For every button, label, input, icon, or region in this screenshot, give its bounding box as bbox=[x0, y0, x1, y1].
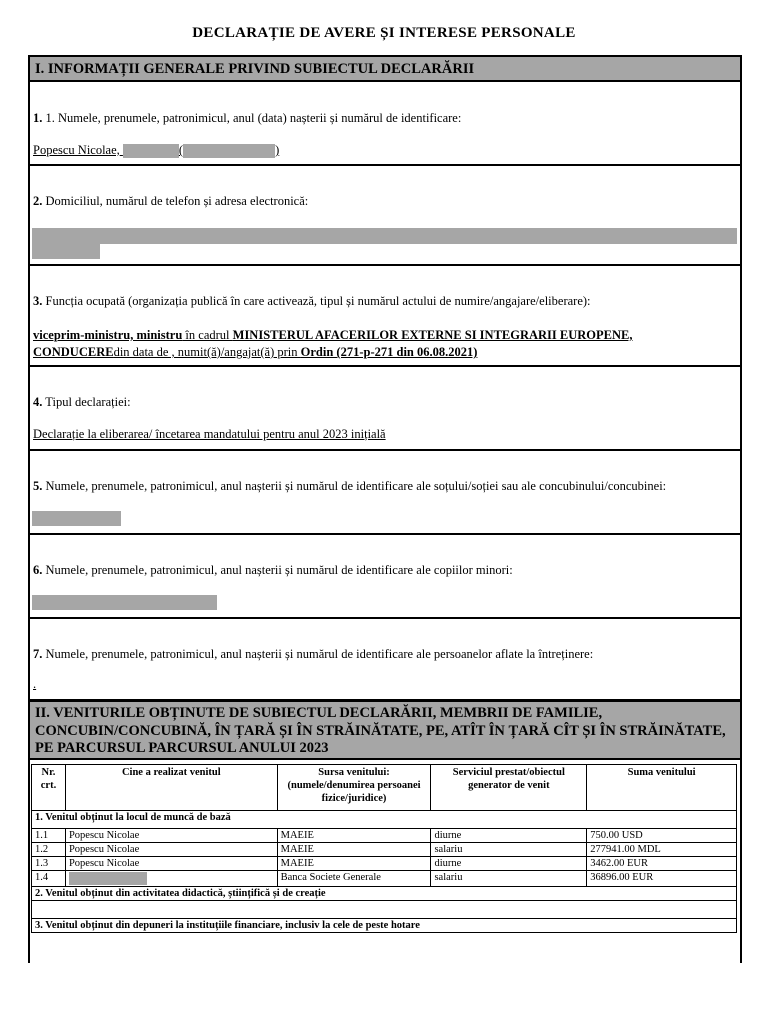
question-5-label: Numele, prenumele, patronimicul, anul nașterii și numărul de identificare ale soțului/soției sau ale concubinului/concubinei: bbox=[42, 479, 667, 493]
question-7-row bbox=[28, 619, 742, 701]
question-4-text bbox=[33, 395, 131, 410]
question-3-label: Funcția ocupată (organizația publică în care activează, tipul și numărul actului de numire/angajare/eliberare): bbox=[42, 294, 591, 308]
row-who: Popescu Nicolae bbox=[65, 829, 277, 843]
question-6-text bbox=[33, 563, 513, 578]
question-6-label: Numele, prenumele, patronimicul, anul nașterii și numărul de identificare ale copiilor minori: bbox=[42, 563, 513, 577]
question-2-number: 2. bbox=[33, 194, 43, 208]
paren-close: ) bbox=[275, 143, 280, 157]
declaration-type: Declarație la eliberarea/ încetarea mandatului pentru anul 2023 inițială bbox=[33, 427, 386, 441]
position-title: viceprim-ministru, ministru bbox=[33, 328, 183, 342]
section2-heading-line2: CONCUBIN/CONCUBINĂ, ÎN ȚARĂ ȘI ÎN STRĂINĂTATE, PE, ATÎT ÎN ȚARĂ CÎT ȘI ÎN STRĂINĂTATE, bbox=[35, 722, 726, 739]
question-1-answer bbox=[33, 143, 279, 158]
organization-name: MINISTERUL AFACERILOR EXTERNE SI INTEGRARII EUROPENE, bbox=[232, 328, 633, 342]
row-sum: 3462.00 EUR bbox=[587, 857, 737, 871]
question-3-text bbox=[33, 294, 591, 309]
row-nr: 1.4 bbox=[32, 871, 66, 887]
question-5-number: 5. bbox=[33, 479, 43, 493]
question-2-row bbox=[28, 166, 742, 266]
category-row bbox=[32, 919, 737, 933]
section2-heading bbox=[28, 700, 742, 760]
section2-heading-line3: PE PARCURSUL PARCURSUL ANULUI 2023 bbox=[35, 740, 329, 756]
question-1-row bbox=[28, 82, 742, 166]
question-6-row bbox=[28, 535, 742, 619]
row-nr: 1.2 bbox=[32, 843, 66, 857]
appointment-order: Ordin (271-p-271 din 06.08.2021) bbox=[300, 345, 478, 359]
row-service: salariu bbox=[431, 843, 587, 857]
row-who: Popescu Nicolae bbox=[65, 857, 277, 871]
question-7-answer: . bbox=[33, 677, 37, 691]
appointment-text: din data de , numit(ă)/angajat(ă) prin bbox=[113, 345, 301, 359]
row-sum: 277941.00 MDL bbox=[587, 843, 737, 857]
header-sum: Suma venitului bbox=[587, 765, 737, 811]
row-source: Banca Societe Generale bbox=[277, 871, 431, 887]
redacted-birthdate bbox=[123, 144, 179, 158]
redacted-income-recipient bbox=[69, 872, 147, 885]
redacted-spouse bbox=[32, 511, 121, 526]
question-4-number: 4. bbox=[33, 395, 43, 409]
table-row bbox=[32, 843, 737, 857]
row-service: diurne bbox=[431, 829, 587, 843]
empty-cell bbox=[32, 901, 737, 919]
row-source: MAEIE bbox=[277, 829, 431, 843]
question-7-number: 7. bbox=[33, 647, 43, 661]
redacted-address bbox=[32, 228, 737, 244]
header-source: Sursa venitului: (numele/denumirea persoanei fizice/juridice) bbox=[277, 765, 431, 811]
question-1-number: 1. bbox=[33, 111, 43, 125]
section1-heading-text: I. INFORMAȚII GENERALE PRIVIND SUBIECTUL DECLARĂRII bbox=[35, 61, 475, 77]
category-row bbox=[32, 811, 737, 829]
table-row bbox=[32, 871, 737, 887]
table-row bbox=[32, 857, 737, 871]
row-nr: 1.1 bbox=[32, 829, 66, 843]
question-7-label: Numele, prenumele, patronimicul, anul nașterii și numărul de identificare ale persoanelor aflate la întreținere: bbox=[42, 647, 594, 661]
paren-open: ( bbox=[178, 143, 184, 157]
department-name: CONDUCERE bbox=[33, 345, 114, 359]
question-1-text bbox=[33, 111, 461, 126]
question-1-label: 1. Numele, prenumele, patronimicul, anul (data) nașterii și numărul de identificare: bbox=[42, 111, 462, 125]
row-who-redacted bbox=[65, 871, 277, 887]
table-row bbox=[32, 829, 737, 843]
question-3-answer bbox=[33, 327, 733, 361]
row-service: diurne bbox=[431, 857, 587, 871]
section2-heading-line1: II. VENITURILE OBȚINUTE DE SUBIECTUL DECLARĂRII, MEMBRII DE FAMILIE, bbox=[35, 705, 603, 721]
income-table bbox=[31, 764, 737, 933]
question-2-text bbox=[33, 194, 308, 209]
question-7-text bbox=[33, 647, 593, 662]
question-3-row bbox=[28, 266, 742, 367]
empty-row bbox=[32, 901, 737, 919]
section1-heading bbox=[28, 55, 742, 82]
redacted-children bbox=[32, 595, 217, 610]
category-1-label: 1. Venitul obținut la locul de muncă de bază bbox=[32, 811, 737, 829]
row-source: MAEIE bbox=[277, 843, 431, 857]
redacted-contact bbox=[32, 244, 100, 259]
income-table-header bbox=[32, 765, 737, 811]
question-5-text bbox=[33, 479, 666, 494]
row-who: Popescu Nicolae bbox=[65, 843, 277, 857]
document-title: DECLARAȚIE DE AVERE ȘI INTERESE PERSONALE bbox=[192, 25, 576, 41]
row-sum: 750.00 USD bbox=[587, 829, 737, 843]
position-connector: în cadrul bbox=[182, 328, 233, 342]
question-5-row bbox=[28, 451, 742, 535]
header-service: Serviciul prestat/obiectul generator de venit bbox=[431, 765, 587, 811]
question-2-label: Domiciliul, numărul de telefon și adresa electronică: bbox=[42, 194, 309, 208]
row-nr: 1.3 bbox=[32, 857, 66, 871]
declarant-name: Popescu Nicolae, bbox=[33, 143, 120, 157]
question-6-number: 6. bbox=[33, 563, 43, 577]
category-2-label: 2. Venitul obținut din activitatea didactică, științifică și de creație bbox=[32, 887, 737, 901]
header-nr: Nr. crt. bbox=[32, 765, 66, 811]
question-4-label: Tipul declarației: bbox=[42, 395, 131, 409]
row-source: MAEIE bbox=[277, 857, 431, 871]
category-row bbox=[32, 887, 737, 901]
header-who: Cine a realizat venitul bbox=[65, 765, 277, 811]
redacted-id-number bbox=[183, 144, 275, 158]
question-3-number: 3. bbox=[33, 294, 43, 308]
row-service: salariu bbox=[431, 871, 587, 887]
row-sum: 36896.00 EUR bbox=[587, 871, 737, 887]
category-3-label: 3. Venitul obținut din depuneri la instituțiile financiare, inclusiv la cele de peste hotare bbox=[32, 919, 737, 933]
question-4-row bbox=[28, 367, 742, 451]
